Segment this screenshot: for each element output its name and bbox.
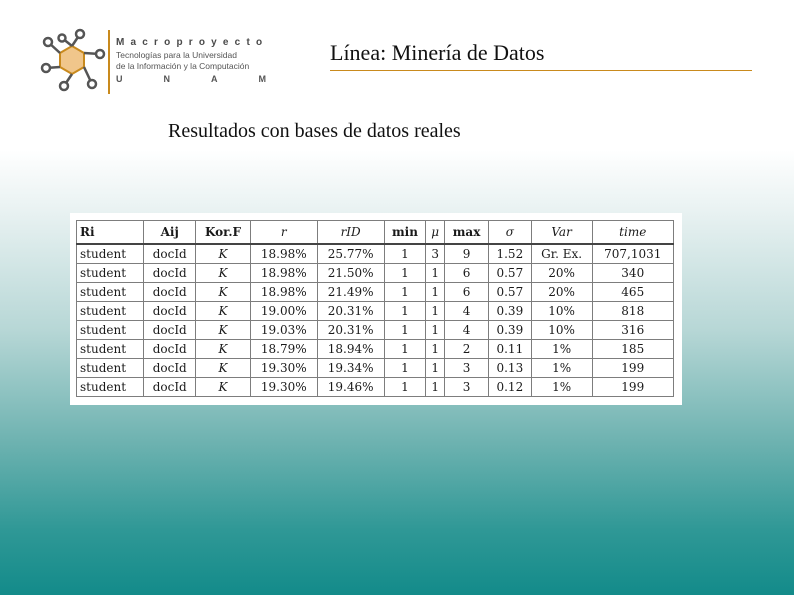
table-cell: 1 <box>384 359 426 378</box>
table-cell: docId <box>144 340 196 359</box>
table-cell: 0.12 <box>488 378 531 397</box>
table-cell: 21.49% <box>317 283 384 302</box>
table-cell: 1 <box>426 321 445 340</box>
table-cell: 1 <box>384 321 426 340</box>
column-header: max <box>445 221 489 245</box>
table-cell: 0.39 <box>488 321 531 340</box>
table-cell: 18.94% <box>317 340 384 359</box>
table-cell: 340 <box>592 264 674 283</box>
table-cell: student <box>77 321 144 340</box>
column-header: σ <box>488 221 531 245</box>
logo-line-1: Tecnologías para la Universidad <box>116 50 237 60</box>
column-header: rID <box>317 221 384 245</box>
table-cell: Gr. Ex. <box>531 244 592 264</box>
table-cell: 19.46% <box>317 378 384 397</box>
table-cell: 1 <box>384 378 426 397</box>
table-cell: 6 <box>445 264 489 283</box>
table-cell: 20% <box>531 264 592 283</box>
logo-line-2: de la Información y la Computación <box>116 61 250 71</box>
table-cell: 1 <box>384 283 426 302</box>
table-cell: 18.98% <box>250 283 317 302</box>
table-cell: K <box>196 264 251 283</box>
table-row <box>77 244 674 264</box>
table-cell: 0.13 <box>488 359 531 378</box>
logo-unam-letter: N <box>163 74 170 84</box>
table-cell: 19.30% <box>250 359 317 378</box>
table-cell: 0.11 <box>488 340 531 359</box>
table-cell: 6 <box>445 283 489 302</box>
table-cell: docId <box>144 302 196 321</box>
table-cell: 0.57 <box>488 283 531 302</box>
column-header: Var <box>531 221 592 245</box>
table-body <box>77 244 674 397</box>
table-cell: student <box>77 283 144 302</box>
table-cell: 1% <box>531 340 592 359</box>
column-header: Aij <box>144 221 196 245</box>
network-hexagon-icon <box>36 26 108 98</box>
table-cell: 185 <box>592 340 674 359</box>
table-row <box>77 378 674 397</box>
column-header: μ <box>426 221 445 245</box>
column-header: r <box>250 221 317 245</box>
table-cell: 9 <box>445 244 489 264</box>
table-cell: 10% <box>531 321 592 340</box>
column-header: Kor.F <box>196 221 251 245</box>
table-cell: 818 <box>592 302 674 321</box>
table-row <box>77 302 674 321</box>
table-cell: 25.77% <box>317 244 384 264</box>
table-cell: 199 <box>592 359 674 378</box>
table-header-row <box>77 221 674 245</box>
table-cell: K <box>196 283 251 302</box>
logo-text <box>116 36 268 86</box>
table-cell: 18.98% <box>250 264 317 283</box>
column-header: min <box>384 221 426 245</box>
table-cell: 10% <box>531 302 592 321</box>
table-cell: 1% <box>531 359 592 378</box>
table-cell: docId <box>144 359 196 378</box>
table-cell: docId <box>144 244 196 264</box>
table-cell: 465 <box>592 283 674 302</box>
table-cell: 1 <box>384 264 426 283</box>
table-cell: 3 <box>445 378 489 397</box>
slide-subtitle: Resultados con bases de datos reales <box>168 120 461 142</box>
table-cell: 4 <box>445 302 489 321</box>
table-cell: 0.57 <box>488 264 531 283</box>
table-cell: student <box>77 302 144 321</box>
table-row <box>77 321 674 340</box>
table-cell: student <box>77 378 144 397</box>
table-cell: 0.39 <box>488 302 531 321</box>
table-cell: 2 <box>445 340 489 359</box>
table-cell: 1% <box>531 378 592 397</box>
table-cell: docId <box>144 378 196 397</box>
table-cell: K <box>196 244 251 264</box>
table-cell: 4 <box>445 321 489 340</box>
column-header: time <box>592 221 674 245</box>
table-cell: K <box>196 321 251 340</box>
table-row <box>77 264 674 283</box>
table-cell: docId <box>144 264 196 283</box>
table-cell: 19.00% <box>250 302 317 321</box>
table-cell: K <box>196 359 251 378</box>
table-cell: 18.98% <box>250 244 317 264</box>
logo-unam <box>116 72 266 86</box>
table-cell: 1 <box>426 302 445 321</box>
table-cell: 316 <box>592 321 674 340</box>
table-cell: 18.79% <box>250 340 317 359</box>
table-cell: 1 <box>384 244 426 264</box>
table-row <box>77 340 674 359</box>
table-cell: student <box>77 264 144 283</box>
table-cell: 3 <box>426 244 445 264</box>
logo-unam-letter: U <box>116 74 123 84</box>
table-cell: 19.30% <box>250 378 317 397</box>
logo-word: Macroproyecto <box>116 37 269 48</box>
table-row <box>77 359 674 378</box>
table-cell: student <box>77 359 144 378</box>
table-cell: 1 <box>426 340 445 359</box>
table-cell: docId <box>144 283 196 302</box>
table-cell: 20% <box>531 283 592 302</box>
slide-title: Línea: Minería de Datos <box>330 40 545 65</box>
table-cell: 19.03% <box>250 321 317 340</box>
table-cell: 707,1031 <box>592 244 674 264</box>
logo-unam-letter: A <box>211 74 218 84</box>
table-cell: 1 <box>426 378 445 397</box>
table-cell: 1 <box>384 302 426 321</box>
table-cell: 20.31% <box>317 302 384 321</box>
macroproyecto-logo <box>36 26 276 98</box>
table-cell: 21.50% <box>317 264 384 283</box>
table-cell: 199 <box>592 378 674 397</box>
table-cell: 1 <box>426 283 445 302</box>
table-cell: 1 <box>384 340 426 359</box>
results-table-image <box>70 213 682 405</box>
table-cell: 1 <box>426 264 445 283</box>
table-cell: 1.52 <box>488 244 531 264</box>
table-cell: K <box>196 340 251 359</box>
table-cell: student <box>77 340 144 359</box>
title-underline <box>330 70 752 71</box>
table-cell: 19.34% <box>317 359 384 378</box>
table-cell: 3 <box>445 359 489 378</box>
table-cell: docId <box>144 321 196 340</box>
results-table <box>76 220 674 397</box>
table-cell: K <box>196 378 251 397</box>
logo-unam-letter: M <box>258 74 266 84</box>
column-header: Ri <box>77 221 144 245</box>
table-row <box>77 283 674 302</box>
table-cell: student <box>77 244 144 264</box>
table-cell: K <box>196 302 251 321</box>
table-cell: 20.31% <box>317 321 384 340</box>
logo-divider <box>108 30 110 94</box>
table-cell: 1 <box>426 359 445 378</box>
